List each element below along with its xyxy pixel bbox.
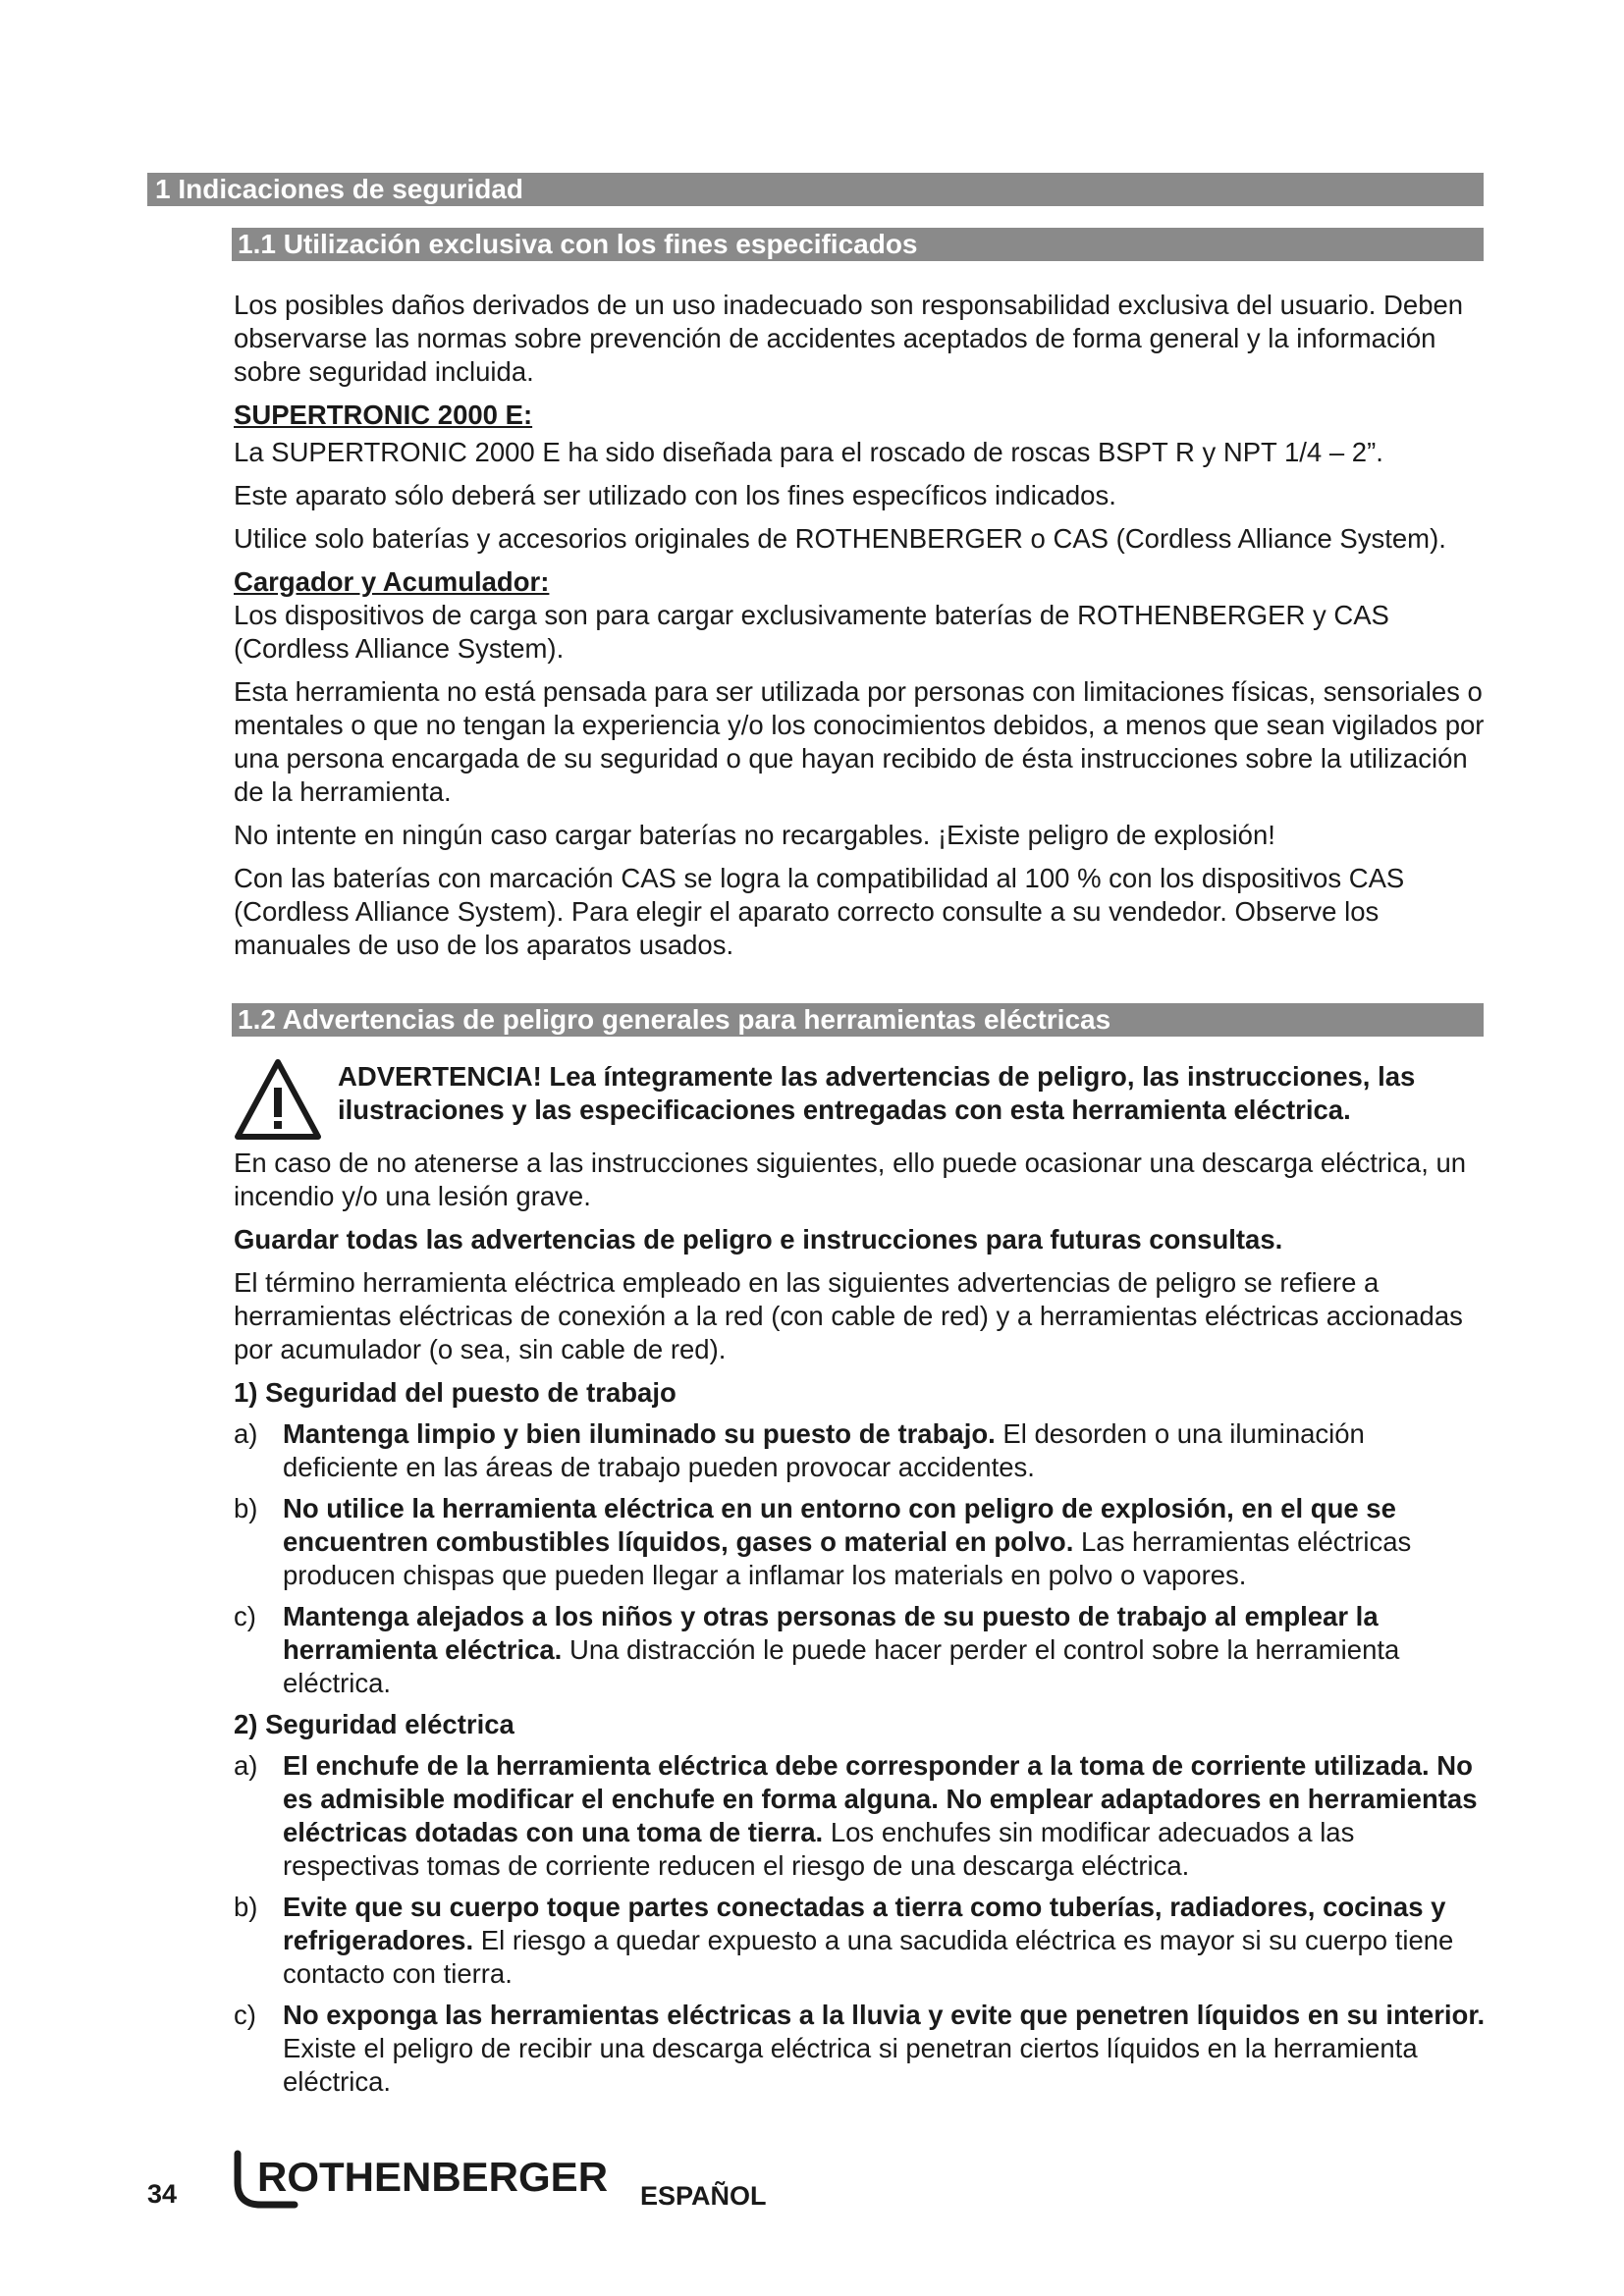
product-paragraph-1: La SUPERTRONIC 2000 E ha sido diseñada para el roscado de roscas BSPT R y NPT 1/4 – 2”. [234,437,1383,467]
list-marker: c) [234,2000,256,2030]
product-paragraph-2: Este aparato sólo deberá ser utilizado con los fines específicos indicados. [234,480,1116,510]
list-item [234,1417,1487,1484]
list-item-bold: Mantenga alejados a los niños y otras personas de su puesto de trabajo al emplear la herramienta eléctrica. [283,1601,1379,1665]
group-number: 2) [234,1709,258,1739]
warning-callout [234,1058,1487,1141]
warnings-paragraph-2: Guardar todas las advertencias de peligro e instrucciones para futuras consultas. [234,1224,1283,1255]
warnings-paragraph-1: En caso de no atenerse a las instrucciones siguientes, ello puede ocasionar una descarga eléctrica, un incendio y/o una lesión grave. [234,1148,1467,1211]
list-marker: b) [234,1892,258,1922]
rothenberger-logo [232,2144,624,2213]
group-title: Seguridad del puesto de trabajo [265,1377,677,1408]
section-heading-1-2: 1.2 Advertencias de peligro generales para herramientas eléctricas [232,1003,1484,1037]
list-marker: a) [234,1750,258,1781]
group-number: 1) [234,1377,258,1408]
list-item-bold: El enchufe de la herramienta eléctrica debe corresponder a la toma de corriente utilizada. No es admisible modificar el enchufe en forma alguna. No emplear adaptadores en herramientas eléctricas dotadas con una toma de tierra. [283,1750,1478,1847]
charger-paragraph-4: Con las baterías con marcación CAS se logra la compatibilidad al 100 % con los dispositivos CAS (Cordless Alliance System). Para elegir el aparato correcto consulte a su vendedor. Observe los manuales de uso de los aparatos usados. [234,863,1405,960]
list-item [234,1492,1487,1592]
charger-paragraph-3: No intente en ningún caso cargar baterías no recargables. ¡Existe peligro de explosión! [234,820,1275,850]
intended-use-block [234,289,1487,972]
brand-text: ROTHENBERGER [257,2154,609,2200]
list-item [234,1999,1487,2099]
language-label: ESPAÑOL [640,2181,767,2211]
list-marker: a) [234,1418,258,1449]
intro-paragraph: Los posibles daños derivados de un uso inadecuado son responsabilidad exclusiva del usuario. Deben observarse las normas sobre prevención de accidentes aceptados de forma general y la información sobre seguridad incluida. [234,290,1464,387]
warnings-paragraph-3: El término herramienta eléctrica empleado en las siguientes advertencias de peligro se refiere a herramientas eléctricas de conexión a la red (con cable de red) y a herramientas eléctricas accionadas por acumulador (o sea, sin cable de red). [234,1267,1463,1364]
list-item-text: Las herramientas eléctricas producen chispas que pueden llegar a inflamar los materials en polvo o vapores. [283,1526,1412,1590]
list-item [234,1749,1487,1883]
product-paragraph-3: Utilice solo baterías y accesorios originales de ROTHENBERGER o CAS (Cordless Alliance System). [234,523,1446,554]
section-heading-1: 1 Indicaciones de seguridad [147,173,1484,206]
list-item [234,1600,1487,1700]
group-2-heading [234,1708,1487,1741]
group-1-heading [234,1376,1487,1410]
list-item-bold: No utilice la herramienta eléctrica en un entorno con peligro de explosión, en el que se encuentren combustibles líquidos, gases o material en polvo. [283,1493,1396,1557]
section-heading-1-1: 1.1 Utilización exclusiva con los fines especificados [232,228,1484,261]
list-item-text: Los enchufes sin modificar adecuados a las respectivas tomas de corriente reducen el riesgo de una descarga eléctrica. [283,1817,1355,1881]
charger-paragraph-2: Esta herramienta no está pensada para ser utilizada por personas con limitaciones físicas, sensoriales o mentales o que no tengan la experiencia y/o los conocimientos debidos, a menos que sean vigilados por una persona encargada de su seguridad o que hayan recibido de ésta instrucciones sobre la utilización de la herramienta. [234,676,1485,807]
list-marker: c) [234,1601,256,1631]
warning-text: ADVERTENCIA! Lea íntegramente las advertencias de peligro, las instrucciones, las ilustraciones y las especificaciones entregadas con esta herramienta eléctrica. [338,1061,1416,1125]
list-item-text: El riesgo a quedar expuesto a una sacudida eléctrica es mayor si su cuerpo tiene contacto con tierra. [283,1925,1454,1989]
list-item-text: El desorden o una iluminación deficiente en las áreas de trabajo pueden provocar accidentes. [283,1418,1365,1482]
warning-triangle-icon [234,1058,322,1141]
list-item [234,1891,1487,1991]
general-warnings-block [234,1147,1487,2107]
list-item-text: Una distracción le puede hacer perder el control sobre la herramienta eléctrica. [283,1634,1400,1698]
list-item-text: Existe el peligro de recibir una descarga eléctrica si penetran ciertos líquidos en la herramienta eléctrica. [283,2033,1418,2097]
list-item-bold: No exponga las herramientas eléctricas a la lluvia y evite que penetren líquidos en su interior. [283,2000,1486,2030]
list-item-bold: Evite que su cuerpo toque partes conectadas a tierra como tuberías, radiadores, cocinas y refrigeradores. [283,1892,1446,1955]
product-heading: SUPERTRONIC 2000 E: [234,400,533,430]
list-item-bold: Mantenga limpio y bien iluminado su puesto de trabajo. [283,1418,996,1449]
group-title: Seguridad eléctrica [265,1709,514,1739]
charger-paragraph-1: Los dispositivos de carga son para cargar exclusivamente baterías de ROTHENBERGER y CAS (Cordless Alliance System). [234,600,1389,664]
charger-heading: Cargador y Acumulador: [234,566,550,597]
list-marker: b) [234,1493,258,1523]
page-number: 34 [147,2179,178,2209]
